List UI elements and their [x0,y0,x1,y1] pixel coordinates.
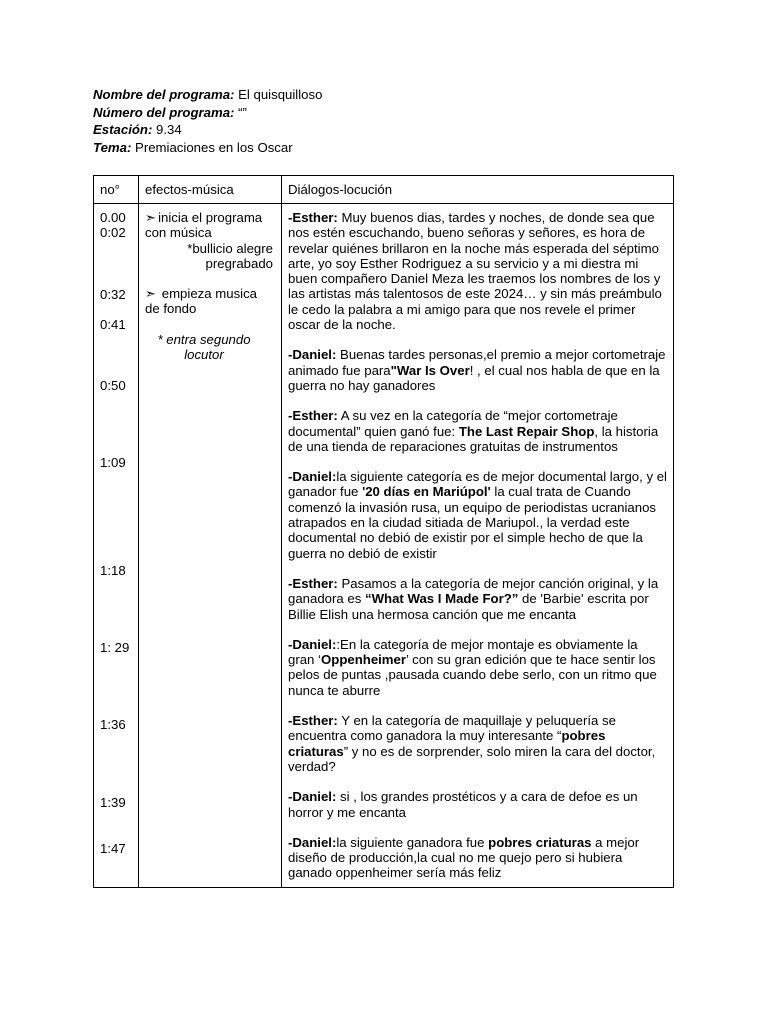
award-title: '20 días en Mariúpol' [362,484,491,500]
dialogue-entry: -Daniel:la siguiente categoría es de mejor documental largo, y el ganador fue '20 días en Mariúpol' la cual trata de Cuando comenzó la invasión rusa, un equipo de periodistas ucranianos atrapados en la ciudad sitiada de Mariupol., la verdad este documental no debió de existir por el simple hecho de que la guerra no debió de existir [288,469,667,561]
effect-note: ➣ inicia el programa con música [145,210,263,241]
dialogue-entry: -Esther: Muy buenos dias, tardes y noches, de donde sea que nos estén escuchando, bueno señoras y señores, es hora de revelar quiénes brillaron en la noche más esperada del séptimo arte, yo soy Esther Rodriguez a su servicio y a mi diestra mi buen compañero Daniel Meza les traemos los nombres de los y las artistas más talentosos de este 2024… y sin más preámbulo le cedo la palabra a mi amigo para que nos revele el primer oscar de la noche. [288,210,662,333]
time-stamp: 0:41 [100,316,126,332]
speaker-name: -Esther: [288,713,338,729]
program-number-label: Número del programa: [93,104,235,120]
time-stamp: 0.00 [100,210,126,225]
dialogue-entry: -Esther: Y en la categoría de maquillaje y peluquería se encuentra como ganadora la muy interesante “pobres criaturas” y no es de sorprender, solo miren la cara del doctor, verdad? [288,713,656,774]
award-title: "War Is Over [390,362,470,378]
speaker-name: -Daniel: [288,834,337,850]
speaker-name: -Daniel: [288,469,337,485]
topic-label: Tema: [93,139,132,155]
time-stamp: 0:02 [100,225,126,241]
dialogue-entry: -Daniel: Buenas tardes personas,el premio a mejor cortometraje animado fue para"War Is Over! , el cual nos habla de que en la guerra no hay ganadores [288,347,666,393]
award-title: pobres criaturas [288,728,606,759]
time-stamp: 0:50 [100,378,126,394]
program-number-line [93,104,322,122]
time-stamp: 1:47 [100,840,126,856]
topic-line [93,139,322,157]
effect-note: ➣ empieza musica de fondo [145,286,258,317]
table-row [94,204,674,888]
award-title: pobres criaturas [488,834,592,850]
effect-note: * entra segundo locutor [157,331,251,363]
award-title: “What Was I Made For?” [365,591,519,607]
time-stamp: 1: 29 [100,640,130,656]
dialogue-entry: -Daniel: si , los grandes prostéticos y a cara de defoe es un horror y me encanta [288,789,638,820]
arrow-bullet-icon: ➣ [145,286,157,302]
station-line [93,121,322,139]
time-stamp: 0:32 [100,286,126,302]
station-value: 9.34 [156,122,182,137]
award-title: Oppenheimer [321,652,407,668]
column-header-effects: efectos-música [139,176,282,204]
time-stamp: 1:09 [100,455,126,471]
program-name-value: El quisquilloso [238,87,323,102]
speaker-name: -Daniel: [288,636,337,652]
dialogues-cell [282,204,674,888]
table-header-row [94,176,674,204]
effect-note: *bullicio alegre pregrabado [187,240,273,271]
speaker-name: -Daniel: [288,347,337,363]
column-header-dialogues: Diálogos-locución [282,176,674,204]
dialogue-entry: -Daniel:la siguiente ganadora fue pobres criaturas a mejor diseño de producción,la cual no me quejo pero si hubiera ganado oppenheimer sería más feliz [288,834,640,881]
time-stamp: 1:39 [100,794,126,810]
program-header [93,86,322,156]
dialogue-entry: -Daniel::En la categoría de mejor montaje es obviamente la gran ‘Oppenheimer’ con su gran edición que te hace sentir los pelos de puntas ,pausada cuando debe serlo, con un ritmo que nunca te aburre [288,636,657,698]
program-name-line [93,86,322,104]
dialogue-entry: -Esther: A su vez en la categoría de “mejor cortometraje documental” quien ganó fue: The Last Repair Shop, la historia de una tienda de reparaciones gratuitas de instrumentos [288,408,659,454]
speaker-name: -Esther: [288,210,338,225]
effects-cell [139,204,282,888]
award-title: The Last Repair Shop [458,423,595,439]
arrow-bullet-icon: ➣ [145,210,157,225]
times-cell [94,204,139,888]
time-stamp: 1:18 [100,562,126,578]
speaker-name: -Esther: [288,575,338,591]
speaker-name: -Daniel: [288,789,337,805]
program-name-label: Nombre del programa: [93,87,235,102]
dialogue-entry: -Esther: Pasamos a la categoría de mejor canción original, y la ganadora es “What Was I Made For?” de 'Barbie' escrita por Billie Elish una hermosa canción que me encanta [288,575,659,622]
speaker-name: -Esther: [288,408,338,424]
script-table [93,175,674,888]
topic-value: Premiaciones en los Oscar [135,139,293,155]
program-number-value: “” [238,104,247,120]
time-stamp: 1:36 [100,717,126,733]
station-label: Estación: [93,122,153,137]
column-header-number: no° [94,176,139,204]
